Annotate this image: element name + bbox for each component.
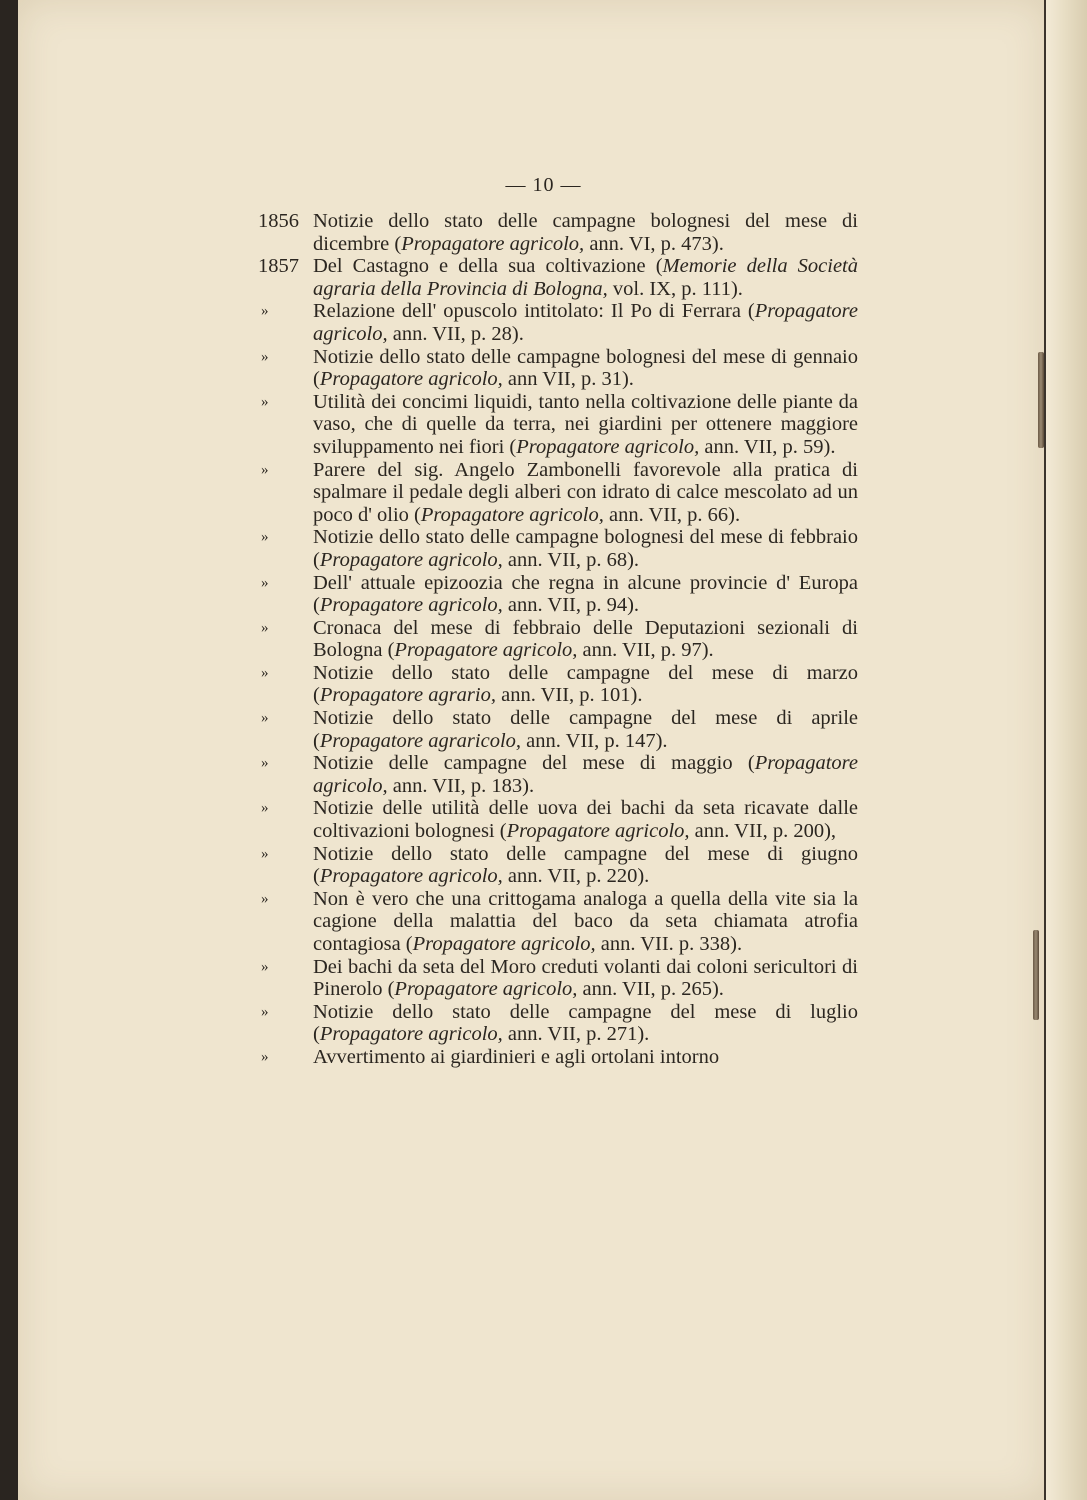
bibliography-entry (258, 662, 858, 707)
entry-reference: ann. VII, p. 97). (577, 639, 714, 662)
entry-source: Propagatore agraricolo, (319, 729, 522, 752)
entry-reference: ann. VII, p. 200), (689, 820, 837, 843)
bibliography-entry (258, 797, 858, 842)
staple-bottom (1033, 930, 1039, 1020)
entry-reference: ann. VII, p. 68). (502, 548, 640, 571)
page-number: — 10 — (505, 174, 582, 196)
entry-title: Avvertimento ai giardinieri e agli ortolani intorno (313, 1045, 720, 1068)
entry-reference: ann. VII, p. 220). (502, 865, 650, 888)
entry-reference: ann. VII. p. 338). (595, 933, 743, 955)
bibliography-entry (258, 888, 858, 956)
entry-source: Propagatore agricolo, (319, 368, 503, 391)
ditto-mark: » (261, 890, 269, 907)
entry-source: Propagatore agricolo, (394, 639, 578, 662)
entry-title: Notizie dello stato delle campagne bolognesi del mese di gennaio ( (313, 345, 858, 391)
ditto-mark: » (261, 461, 269, 478)
entry-title: Cronaca del mese di febbraio delle Deputazioni sezionali di Bologna ( (313, 616, 858, 662)
entry-title: Notizie dello stato delle campagne del mese di aprile ( (313, 707, 858, 752)
ditto-mark: » (261, 710, 269, 727)
bibliography-entry (258, 617, 858, 662)
ditto-mark: » (261, 958, 269, 975)
entry-source: Propagatore agricolo, (313, 300, 858, 345)
entry-reference: ann. VI, p. 473). (584, 232, 724, 255)
bibliography-entry (258, 300, 858, 345)
entry-source: Propagatore agricolo, (506, 820, 690, 843)
bibliography-entry (258, 1001, 858, 1046)
entry-title: Notizie dello stato delle campagne del mese di luglio ( (313, 1000, 858, 1046)
bibliography-entry (258, 459, 858, 527)
entry-source: Propagatore agricolo, (401, 232, 585, 255)
entry-reference: ann VII, p. 31). (502, 368, 634, 391)
entry-reference: ann. VII, p. 183). (387, 774, 535, 797)
bibliography-entry (258, 572, 858, 617)
entry-year: 1857 (258, 255, 299, 278)
entry-title: Parere del sig. Angelo Zambonelli favorevole alla pratica di spalmare il pedale degli alberi con idrato di calce mescolato ad un poco d' olio ( (313, 458, 858, 526)
entry-source: Propagatore agricolo, (412, 933, 596, 955)
entry-reference: ann. VII, p. 101). (495, 684, 643, 707)
entry-source: Propagatore agrario, (319, 684, 496, 707)
entry-title: Notizie delle campagne del mese di maggio ( (313, 752, 755, 775)
entry-source: Propagatore agricolo, (516, 435, 700, 458)
bibliography-entry (258, 526, 858, 571)
entry-reference: ann. VII, p. 66). (603, 503, 741, 526)
ditto-mark: » (261, 800, 269, 817)
bibliography-entry (258, 843, 858, 888)
entry-source: Propagatore agricolo, (319, 865, 503, 888)
entry-title: Notizie delle utilità delle uova dei bachi da seta ricavate dalle coltivazioni bolognesi ( (313, 797, 858, 843)
entry-year: 1856 (258, 210, 299, 232)
entry-title: Relazione dell' opuscolo intitolato: Il Po di Ferrara ( (313, 300, 755, 323)
entry-reference: ann. VII, p. 265). (577, 978, 724, 1001)
entry-title: Notizie dello stato delle campagne del mese di giugno ( (313, 842, 858, 888)
binding-spine (1046, 0, 1087, 1500)
ditto-mark: » (261, 1048, 269, 1065)
entry-title: Notizie dello stato delle campagne bolognesi del mese di febbraio ( (313, 526, 858, 571)
entry-source: Memorie della Società agraria della Provincia di Bologna, (313, 255, 858, 300)
entry-source: Propagatore agricolo, (319, 548, 503, 571)
entry-reference: ann. VII, p. 94). (502, 594, 640, 617)
ditto-mark: » (261, 348, 269, 365)
ditto-mark: » (261, 845, 269, 862)
bibliography-entry (258, 255, 858, 300)
entry-source: Propagatore agricolo, (394, 978, 578, 1001)
entry-reference: vol. IX, p. 111). (607, 277, 743, 300)
entry-title: Notizie dello stato delle campagne del mese di marzo ( (313, 661, 858, 707)
entry-reference: ann. VII, p. 28). (387, 322, 524, 345)
ditto-mark: » (261, 393, 269, 410)
bibliography-entry (258, 391, 858, 459)
entry-source: Propagatore agricolo, (319, 1023, 503, 1046)
entry-title: Utilità dei concimi liquidi, tanto nella coltivazione delle piante da vaso, che di quelle da terra, nei giardini per ottenere maggiore sviluppamento nei fiori ( (313, 390, 858, 458)
entry-title: Del Castagno e della sua coltivazione ( (313, 255, 663, 278)
bibliography-entry (258, 707, 858, 752)
ditto-mark: » (261, 529, 269, 546)
entry-title: Dei bachi da seta del Moro creduti volanti dai coloni sericultori di Pinerolo ( (313, 955, 858, 1001)
entry-reference: ann. VII, p. 271). (502, 1023, 650, 1046)
bibliography-entry (258, 956, 858, 1001)
ditto-mark: » (261, 619, 269, 636)
bibliography-entry (258, 752, 858, 797)
ditto-mark: » (261, 755, 269, 772)
entry-title: Dell' attuale epizoozia che regna in alcune provincie d' Europa ( (313, 571, 858, 617)
ditto-mark: » (261, 1003, 269, 1020)
bibliography-entry (258, 210, 858, 255)
ditto-mark: » (261, 664, 269, 681)
ditto-mark: » (261, 303, 269, 320)
bibliography-entry (258, 346, 858, 391)
staple-top (1038, 352, 1044, 448)
entry-source: Propagatore agricolo, (420, 503, 604, 526)
entry-reference: ann. VII, p. 59). (699, 435, 836, 458)
ditto-mark: » (261, 574, 269, 591)
entry-source: Propagatore agricolo, (319, 594, 503, 617)
entry-title: Non è vero che una crittogama analoga a quella della vite sia la cagione della malattia del baco da seta chiamata atrofia contagiosa ( (313, 887, 858, 955)
entry-reference: ann. VII, p. 147). (521, 729, 668, 752)
entry-title: Notizie dello stato delle campagne bolognesi del mese di dicembre ( (313, 210, 858, 255)
entry-source: Propagatore agricolo, (313, 752, 858, 797)
bibliography-entry (258, 1046, 858, 1069)
bibliography-list (258, 210, 858, 1069)
